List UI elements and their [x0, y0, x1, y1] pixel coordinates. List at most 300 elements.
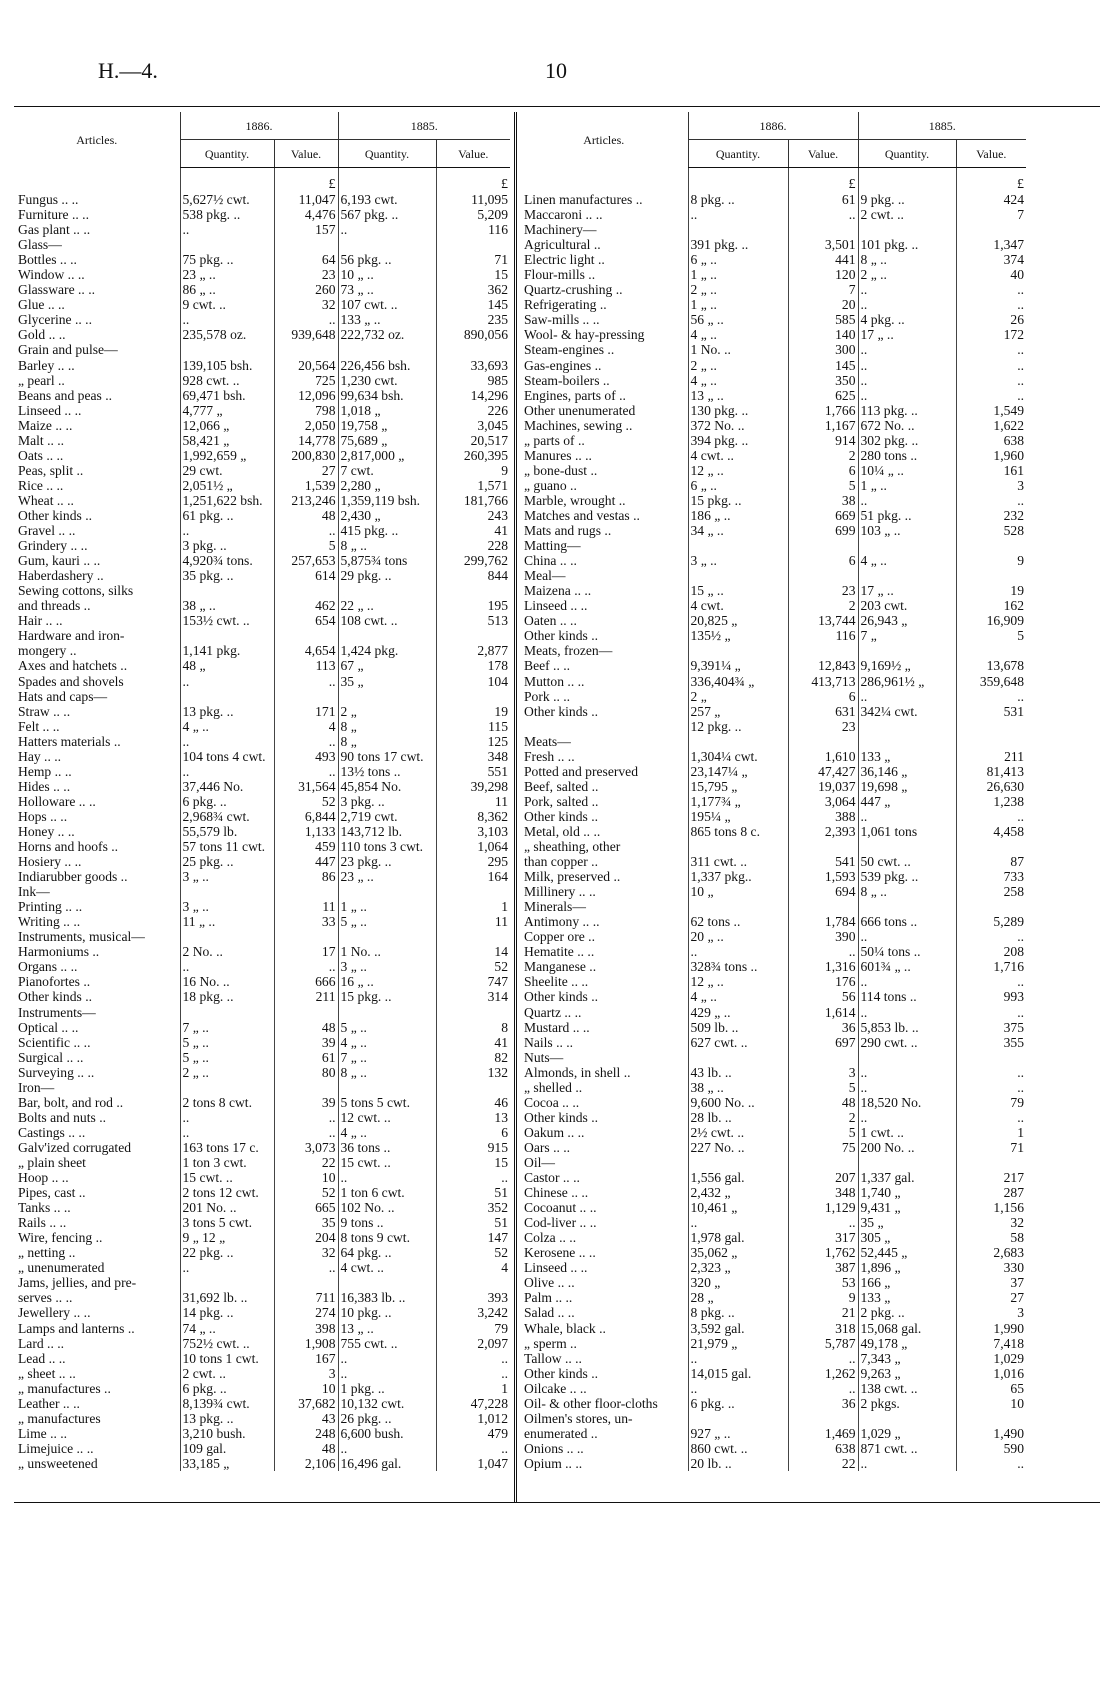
quantity-1886: 6 pkg. ..: [180, 794, 274, 809]
quantity-1886: 311 cwt. ..: [688, 854, 788, 869]
quantity-1886: 320 „: [688, 1275, 788, 1290]
quantity-1885: 1 pkg. ..: [338, 1381, 436, 1396]
value-1885: 52: [436, 1245, 510, 1260]
value-1886: [788, 1050, 858, 1065]
article-name: Other kinds ..: [524, 1109, 599, 1125]
quantity-1885: 1,740 „: [858, 1185, 956, 1200]
quantity-1885: 1 cwt. ..: [858, 1125, 956, 1140]
article-name: Engines, parts of ..: [524, 387, 626, 403]
quantity-1885: ..: [858, 493, 956, 508]
article-name: Whale, black ..: [524, 1320, 606, 1336]
value-1886: [274, 929, 338, 944]
article-name: Saw-mills .. ..: [524, 312, 600, 328]
quantity-1886: [688, 538, 788, 553]
quantity-1885: 36,146 „: [858, 764, 956, 779]
value-1886: 257,653: [274, 553, 338, 568]
quantity-1885: 203 cwt.: [858, 598, 956, 613]
value-1885: [436, 583, 510, 598]
imports-table-left: [14, 112, 510, 1471]
value-1885: 299,762: [436, 553, 510, 568]
table-row: [520, 658, 1026, 673]
value-1886: 638: [788, 1441, 858, 1456]
value-1885: 1,016: [956, 1366, 1026, 1381]
quantity-1885: 56 pkg. ..: [338, 252, 436, 267]
value-1886: 5: [788, 1125, 858, 1140]
quantity-1885: 1,061 tons: [858, 824, 956, 839]
quantity-1886: 16 No. ..: [180, 974, 274, 989]
article-name: Oil—: [524, 1155, 555, 1170]
quantity-1885: [858, 1155, 956, 1170]
value-1885: 1,012: [436, 1411, 510, 1426]
table-row: [520, 1035, 1026, 1050]
page-number: 10: [545, 58, 567, 83]
quantity-1886: 1 ton 3 cwt.: [180, 1155, 274, 1170]
value-1885: ..: [956, 809, 1026, 824]
value-1886: 48: [274, 1020, 338, 1035]
article-name: Leather .. ..: [18, 1395, 80, 1411]
table-row: [520, 252, 1026, 267]
table-row: [520, 719, 1026, 734]
table-row: [14, 598, 510, 613]
value-1886: 666: [274, 974, 338, 989]
value-1885: 147: [436, 1230, 510, 1245]
empty-cell: [14, 168, 180, 193]
value-1885: 27: [956, 1290, 1026, 1305]
value-1886: 204: [274, 1230, 338, 1245]
value-1885: ..: [956, 1456, 1026, 1471]
value-1885: 11: [436, 914, 510, 929]
article-name: Agricultural ..: [524, 237, 601, 253]
quantity-1885: 50 cwt. ..: [858, 854, 956, 869]
value-1886: [274, 1005, 338, 1020]
table-row: [520, 1456, 1026, 1471]
article-name: Surgical .. ..: [18, 1049, 84, 1065]
empty-cell: [338, 168, 436, 193]
value-1885: 13,678: [956, 658, 1026, 673]
quantity-1886: 257 „: [688, 704, 788, 719]
quantity-1885: [338, 237, 436, 252]
quantity-1885: 18,520 No.: [858, 1095, 956, 1110]
value-1886: 61: [274, 1050, 338, 1065]
quantity-1886: 13 „ ..: [688, 388, 788, 403]
table-row: [14, 553, 510, 568]
article-name: Horns and hoofs ..: [18, 839, 119, 855]
value-1885: 19: [956, 583, 1026, 598]
value-1885: 16,909: [956, 613, 1026, 628]
quantity-1886: 1 No. ..: [688, 342, 788, 357]
article-name: Machines, sewing ..: [524, 417, 633, 433]
article-name: Electric light ..: [524, 252, 605, 268]
article-name: Oil- & other floor-cloths: [524, 1395, 658, 1411]
value-1886: 1,129: [788, 1200, 858, 1215]
article-name: Other kinds ..: [524, 703, 599, 719]
value-1885: 41: [436, 1035, 510, 1050]
quantity-1886: [688, 1411, 788, 1426]
value-1886: 22: [788, 1456, 858, 1471]
report-code: H.—4.: [98, 58, 158, 83]
quantity-1886: 2,323 „: [688, 1260, 788, 1275]
value-1886: 441: [788, 252, 858, 267]
article-name: Ink—: [18, 884, 50, 900]
value-1886: 12,843: [788, 658, 858, 673]
quantity-1886: 3 „ ..: [180, 869, 274, 884]
value-1885: 164: [436, 869, 510, 884]
header-articles: Articles.: [583, 132, 625, 147]
value-1885: [956, 1411, 1026, 1426]
empty-cell: [858, 168, 956, 193]
quantity-1885: ..: [338, 1441, 436, 1456]
quantity-1886: 752½ cwt. ..: [180, 1336, 274, 1351]
value-1885: 71: [956, 1140, 1026, 1155]
header-value: Value.: [436, 140, 510, 168]
quantity-1886: 11 „ ..: [180, 914, 274, 929]
value-1885: 4,458: [956, 824, 1026, 839]
article-name: Other kinds ..: [524, 1365, 599, 1381]
table-row: [14, 1351, 510, 1366]
value-1886: 3,501: [788, 237, 858, 252]
quantity-1886: 1,251,622 bsh.: [180, 493, 274, 508]
value-1886: 665: [274, 1200, 338, 1215]
article-name: Limejuice .. ..: [18, 1440, 94, 1456]
value-1886: 1,766: [788, 403, 858, 418]
table-row: [520, 463, 1026, 478]
value-1885: 3,242: [436, 1305, 510, 1320]
quantity-1886: 4 „ ..: [688, 373, 788, 388]
quantity-1886: 8,139¾ cwt.: [180, 1396, 274, 1411]
quantity-1886: 9,600 No. ..: [688, 1095, 788, 1110]
quantity-1885: 67 „: [338, 658, 436, 673]
quantity-1885: 286,961½ „: [858, 674, 956, 689]
currency-row: [520, 168, 1026, 193]
quantity-1885: ..: [858, 1005, 956, 1020]
article-name: Oars .. ..: [524, 1139, 571, 1155]
table-row: [14, 493, 510, 508]
table-row: [520, 809, 1026, 824]
value-1886: 3,073: [274, 1140, 338, 1155]
quantity-1886: [688, 643, 788, 658]
value-1886: 23: [788, 719, 858, 734]
article-name: Bar, bolt, and rod ..: [18, 1094, 124, 1110]
table-row: [14, 869, 510, 884]
currency-symbol: £: [788, 168, 858, 193]
quantity-1885: 143,712 lb.: [338, 824, 436, 839]
quantity-1885: 1,018 „: [338, 403, 436, 418]
value-1886: 14,778: [274, 433, 338, 448]
article-name: „ plain sheet: [18, 1155, 86, 1170]
quantity-1886: 34 „ ..: [688, 523, 788, 538]
value-1885: 5,289: [956, 914, 1026, 929]
value-1885: 32: [956, 1215, 1026, 1230]
table-row: [14, 1065, 510, 1080]
table-row: [14, 1050, 510, 1065]
value-1885: 1: [436, 1381, 510, 1396]
quantity-1886: 20,825 „: [688, 613, 788, 628]
header-year-1885: 1885.: [858, 112, 1026, 140]
value-1886: 1,614: [788, 1005, 858, 1020]
table-row: [520, 1381, 1026, 1396]
value-1885: 513: [436, 613, 510, 628]
quantity-1886: [688, 1050, 788, 1065]
value-1886: 200,830: [274, 448, 338, 463]
value-1886: 171: [274, 704, 338, 719]
table-row: [14, 1321, 510, 1336]
article-name: enumerated ..: [524, 1425, 598, 1441]
table-row: [520, 1215, 1026, 1230]
quantity-1885: 280 tons ..: [858, 448, 956, 463]
quantity-1885: 133 „: [858, 749, 956, 764]
value-1885: 348: [436, 749, 510, 764]
quantity-1885: ..: [858, 1110, 956, 1125]
value-1886: [788, 1411, 858, 1426]
value-1886: 300: [788, 342, 858, 357]
quantity-1885: 672 No. ..: [858, 418, 956, 433]
value-1885: [436, 884, 510, 899]
article-name: Refrigerating ..: [524, 297, 607, 313]
table-row: [14, 1275, 510, 1290]
quantity-1886: 12 „ ..: [688, 974, 788, 989]
value-1885: 40: [956, 267, 1026, 282]
table-row: [14, 899, 510, 914]
quantity-1885: 103 „ ..: [858, 523, 956, 538]
table-row: [520, 1351, 1026, 1366]
table-row: [520, 1290, 1026, 1305]
table-row: [14, 959, 510, 974]
value-1886: 699: [788, 523, 858, 538]
quantity-1885: 539 pkg. ..: [858, 869, 956, 884]
table-row: [520, 1140, 1026, 1155]
quantity-1886: 4 cwt.: [688, 598, 788, 613]
currency-symbol: £: [274, 168, 338, 193]
value-1885: ..: [956, 342, 1026, 357]
article-name: Meats—: [524, 733, 571, 749]
quantity-1885: 4 „ ..: [338, 1125, 436, 1140]
quantity-1885: 1 ton 6 cwt.: [338, 1185, 436, 1200]
value-1886: 5: [788, 1080, 858, 1095]
table-row: [14, 674, 510, 689]
value-1886: 2: [788, 1110, 858, 1125]
table-row: [520, 839, 1026, 854]
quantity-1886: 25 pkg. ..: [180, 854, 274, 869]
value-1885: 915: [436, 1140, 510, 1155]
value-1886: 711: [274, 1290, 338, 1305]
value-1885: 162: [956, 598, 1026, 613]
quantity-1886: 2,051½ „: [180, 478, 274, 493]
table-row: [520, 403, 1026, 418]
value-1885: [436, 342, 510, 357]
article-name: Rails .. ..: [18, 1215, 67, 1231]
table-row: [520, 1110, 1026, 1125]
value-1885: 15: [436, 1155, 510, 1170]
quantity-1886: 4,777 „: [180, 403, 274, 418]
article-name: Manganese ..: [524, 959, 597, 975]
value-1886: 6: [788, 463, 858, 478]
article-name: Matting—: [524, 538, 581, 554]
value-1885: 985: [436, 373, 510, 388]
value-1886: 211: [274, 989, 338, 1004]
article-name: Quartz .. ..: [524, 1004, 582, 1020]
quantity-1885: [338, 884, 436, 899]
quantity-1886: ..: [180, 959, 274, 974]
value-1885: 33,693: [436, 358, 510, 373]
value-1886: 145: [788, 358, 858, 373]
value-1886: 20,564: [274, 358, 338, 373]
value-1886: 23: [274, 267, 338, 282]
quantity-1886: 4 „ ..: [180, 719, 274, 734]
quantity-1885: 4 cwt. ..: [338, 1260, 436, 1275]
value-1886: 35: [274, 1215, 338, 1230]
table-row: [520, 358, 1026, 373]
quantity-1885: 23 pkg. ..: [338, 854, 436, 869]
value-1886: [788, 568, 858, 583]
value-1885: 79: [436, 1321, 510, 1336]
table-row: [520, 192, 1026, 207]
quantity-1885: 10,132 cwt.: [338, 1396, 436, 1411]
table-row: [14, 764, 510, 779]
header-quantity: Quantity.: [338, 140, 436, 168]
quantity-1885: ..: [858, 282, 956, 297]
quantity-1885: 7 „: [858, 628, 956, 643]
article-name: Hosiery .. ..: [18, 854, 82, 870]
quantity-1885: [338, 689, 436, 704]
quantity-1886: ..: [180, 674, 274, 689]
value-1886: 1,133: [274, 824, 338, 839]
table-row: [520, 478, 1026, 493]
empty-cell: [688, 168, 788, 193]
quantity-1886: [180, 583, 274, 598]
table-row: [14, 508, 510, 523]
quantity-1885: [858, 899, 956, 914]
quantity-1886: 12 „ ..: [688, 463, 788, 478]
quantity-1885: 2 „ ..: [858, 267, 956, 282]
value-1886: 19,037: [788, 779, 858, 794]
value-1886: 38: [788, 493, 858, 508]
table-row: [14, 297, 510, 312]
article-name: Beef .. ..: [524, 658, 571, 674]
quantity-1886: 57 tons 11 cwt.: [180, 839, 274, 854]
value-1886: 1,539: [274, 478, 338, 493]
quantity-1885: 19,698 „: [858, 779, 956, 794]
quantity-1885: 2,817,000 „: [338, 448, 436, 463]
quantity-1886: 86 „ ..: [180, 282, 274, 297]
value-1885: 8,362: [436, 809, 510, 824]
article-name: Gas plant .. ..: [18, 222, 91, 238]
quantity-1885: 10¼ „ ..: [858, 463, 956, 478]
value-1886: [274, 342, 338, 357]
value-1886: 317: [788, 1230, 858, 1245]
quantity-1886: 3 pkg. ..: [180, 538, 274, 553]
quantity-1886: ..: [688, 944, 788, 959]
value-1886: 274: [274, 1305, 338, 1320]
quantity-1885: ..: [858, 809, 956, 824]
value-1885: 26: [956, 312, 1026, 327]
table-row: [520, 568, 1026, 583]
value-1885: 161: [956, 463, 1026, 478]
value-1885: 1,047: [436, 1456, 510, 1471]
table-row: [520, 508, 1026, 523]
quantity-1885: 51 pkg. ..: [858, 508, 956, 523]
quantity-1886: 2,968¾ cwt.: [180, 809, 274, 824]
quantity-1886: 6 „ ..: [688, 252, 788, 267]
value-1886: 939,648: [274, 327, 338, 342]
table-row: [520, 1170, 1026, 1185]
table-row: [14, 794, 510, 809]
quantity-1886: 75 pkg. ..: [180, 252, 274, 267]
column-divider: [514, 112, 517, 1502]
article-name: Gold .. ..: [18, 327, 66, 343]
header-year-1886: 1886.: [180, 112, 338, 140]
table-row: [14, 1035, 510, 1050]
value-1886: 10: [274, 1170, 338, 1185]
table-row: [14, 1441, 510, 1456]
quantity-1885: 302 pkg. ..: [858, 433, 956, 448]
value-1885: 47,228: [436, 1396, 510, 1411]
quantity-1886: 135½ „: [688, 628, 788, 643]
table-row: [14, 974, 510, 989]
article-name: Fresh .. ..: [524, 748, 575, 764]
value-1886: 725: [274, 373, 338, 388]
quantity-1885: 133 „: [858, 1290, 956, 1305]
value-1886: ..: [788, 1381, 858, 1396]
article-name: Optical .. ..: [18, 1019, 79, 1035]
quantity-1885: [858, 643, 956, 658]
value-1886: 914: [788, 433, 858, 448]
value-1886: 6: [788, 689, 858, 704]
value-1885: 79: [956, 1095, 1026, 1110]
quantity-1886: 2,432 „: [688, 1185, 788, 1200]
quantity-1886: 928 cwt. ..: [180, 373, 274, 388]
table-row: [14, 1110, 510, 1125]
value-1885: 13: [436, 1110, 510, 1125]
quantity-1885: 52,445 „: [858, 1245, 956, 1260]
quantity-1886: 31,692 lb. ..: [180, 1290, 274, 1305]
table-row: [520, 583, 1026, 598]
quantity-1886: [180, 929, 274, 944]
value-1885: [956, 222, 1026, 237]
table-row: [520, 297, 1026, 312]
quantity-1885: 16 „ ..: [338, 974, 436, 989]
quantity-1885: 29 pkg. ..: [338, 568, 436, 583]
quantity-1885: 26 pkg. ..: [338, 1411, 436, 1426]
value-1885: 3: [956, 1305, 1026, 1320]
table-row: [520, 1065, 1026, 1080]
value-1886: 260: [274, 282, 338, 297]
article-name: Oilcake .. ..: [524, 1380, 587, 1396]
table-row: [520, 237, 1026, 252]
article-name: Scientific .. ..: [18, 1034, 91, 1050]
table-row: [14, 1305, 510, 1320]
quantity-1886: 43 lb. ..: [688, 1065, 788, 1080]
article-name: Olive .. ..: [524, 1275, 575, 1291]
quantity-1886: 1 „ ..: [688, 267, 788, 282]
table-row: [14, 929, 510, 944]
value-1885: [956, 1155, 1026, 1170]
header-quantity: Quantity.: [858, 140, 956, 168]
quantity-1886: 3,592 gal.: [688, 1321, 788, 1336]
table-row: [520, 523, 1026, 538]
quantity-1885: 4 „ ..: [858, 553, 956, 568]
table-row: [14, 1230, 510, 1245]
value-1886: 614: [274, 568, 338, 583]
value-1885: ..: [956, 282, 1026, 297]
article-name: Minerals—: [524, 899, 586, 915]
value-1886: 248: [274, 1426, 338, 1441]
quantity-1886: 35,062 „: [688, 1245, 788, 1260]
value-1885: 19: [436, 704, 510, 719]
quantity-1886: 9 „ 12 „: [180, 1230, 274, 1245]
quantity-1886: 4 cwt. ..: [688, 448, 788, 463]
quantity-1886: 336,404¾ „: [688, 674, 788, 689]
quantity-1885: 1,359,119 bsh.: [338, 493, 436, 508]
